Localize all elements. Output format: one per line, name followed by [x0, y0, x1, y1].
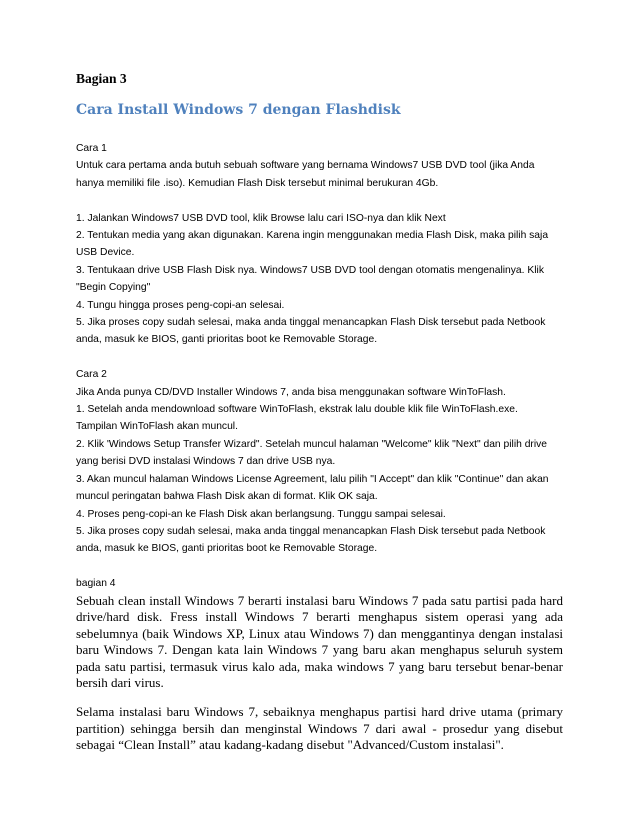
document-title: Cara Install Windows 7 dengan Flashdisk	[76, 102, 401, 118]
cara2-line: Tampilan WinToFlash akan muncul.	[76, 421, 238, 433]
cara1-step-line: 5. Jika proses copy sudah selesai, maka anda tinggal menancapkan Flash Disk tersebut pada Netbook	[76, 317, 546, 329]
cara2-line: 2. Klik 'Windows Setup Transfer Wizard". Setelah muncul halaman "Welcome" klik "Next" dan pilih drive	[76, 438, 548, 450]
cara1-step-line: "Begin Copying"	[76, 282, 151, 294]
cara1-step-line: 2. Tentukan media yang akan digunakan. Karena ingin menggunakan media Flash Disk, maka pilih saja	[76, 230, 549, 242]
cara1-step-line: 1. Jalankan Windows7 USB DVD tool, klik Browse lalu cari ISO-nya dan klik Next	[76, 212, 446, 224]
cara2-line: muncul peringatan bahwa Flash Disk akan di format. Klik OK saja.	[76, 491, 378, 503]
spacer	[76, 558, 563, 575]
cara1-section	[76, 140, 563, 366]
cara2-line: anda, masuk ke BIOS, ganti prioritas boot ke Removable Storage.	[76, 543, 378, 555]
cara1-label: Cara 1	[76, 143, 107, 154]
cara2-line: 5. Jika proses copy sudah selesai, maka anda tinggal menancapkan Flash Disk tersebut pada Netbook	[76, 525, 546, 537]
bagian4-label: bagian 4	[76, 578, 116, 590]
cara2-line: yang berisi DVD instalasi Windows 7 dan drive USB nya.	[76, 456, 336, 468]
spacer	[76, 192, 563, 209]
document-content	[76, 70, 563, 754]
cara1-step-line: 3. Tentukaan drive USB Flash Disk nya. Windows7 USB DVD tool dengan otomatis mengenalinya. Klik	[76, 264, 544, 276]
bagian4-paragraph-1: Sebuah clean install Windows 7 berarti instalasi baru Windows 7 pada satu partisi pada hard drive/hard disk. Fress install Windows 7 berarti menghapus sistem operasi yang ada sebelumnya (baik Windows XP, Linux atau Windows 7) dan menggantinya dengan instalasi baru Windows 7. Dengan kata lain Windows 7 yang baru akan menghapus seluruh system pada satu partisi, termasuk virus kalo ada, maka windows 7 yang baru tersebut benar-benar bersih dari virus.	[76, 592, 563, 691]
cara2-line: 4. Proses peng-copi-an ke Flash Disk akan berlangsung. Tunggu sampai selesai.	[76, 508, 446, 520]
cara1-step-line: USB Device.	[76, 247, 135, 259]
cara1-step-line: 4. Tungu hingga proses peng-copi-an selesai.	[76, 299, 285, 311]
cara1-intro-line: hanya memiliki file .iso). Kemudian Flash Disk tersebut minimal berukuran 4Gb.	[76, 177, 439, 189]
cara2-line: Jika Anda punya CD/DVD Installer Windows 7, anda bisa menggunakan software WinToFlash.	[76, 386, 506, 398]
bagian4-paragraph-2: Selama instalasi baru Windows 7, sebaiknya menghapus partisi hard drive utama (primary partition) sehingga bersih dan menginstal Windows 7 dari awal - prosedur yang disebut sebagai “Clean Install” atau kadang-kadang disebut "Advanced/Custom instalasi".	[76, 704, 563, 753]
cara2-line: 3. Akan muncul halaman Windows License Agreement, lalu pilih "I Accept" dan klik "Continue" dan akan	[76, 473, 549, 485]
spacer	[76, 349, 563, 366]
cara1-step-line: anda, masuk ke BIOS, ganti prioritas boot ke Removable Storage.	[76, 334, 378, 346]
bagian4-section	[76, 575, 563, 592]
cara2-line: 1. Setelah anda mendownload software WinToFlash, ekstrak lalu double klik file WinToFlash.exe.	[76, 404, 518, 416]
section-heading: Bagian 3	[76, 71, 127, 86]
spacer	[76, 692, 563, 704]
cara1-intro-line: Untuk cara pertama anda butuh sebuah software yang bernama Windows7 USB DVD tool (jika Anda	[76, 160, 535, 172]
cara2-section	[76, 366, 563, 575]
cara2-label: Cara 2	[76, 369, 107, 381]
